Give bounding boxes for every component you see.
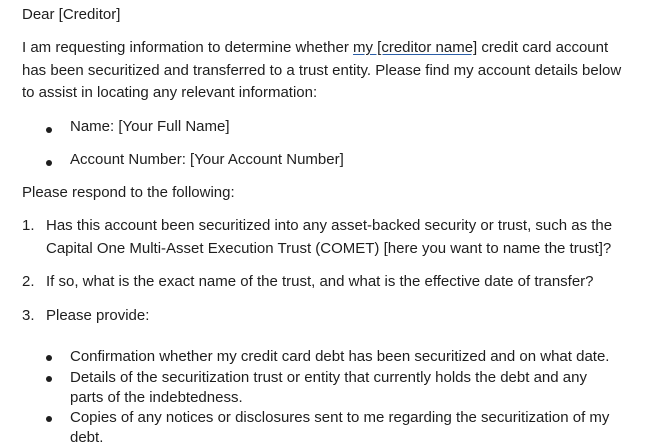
question-1-line-1: Has this account been securitized into any asset-backed security or trust, such as the [46,217,613,234]
intro-line-1 [22,37,608,59]
creditor-name-link[interactable]: my [creditor name] [353,39,478,56]
respond-heading: Please respond to the following: [22,184,235,201]
provide-item-1-line-1: Confirmation whether my credit card debt has been securitized and on what date. [70,348,610,365]
question-2-line-1: If so, what is the exact name of the trust, and what is the effective date of transfer? [46,273,594,290]
bullet-dot [46,376,52,382]
provide-item-3-line-2: debt. [70,429,104,446]
provide-item-3-line-1: Copies of any notices or disclosures sent to me regarding the securitization of my [70,409,610,426]
intro-text-after-link: credit card account [477,39,609,56]
question-number: 1. [22,217,35,234]
question-number: 2. [22,273,35,290]
detail-account-number: Account Number: [Your Account Number] [70,151,344,168]
detail-name: Name: [Your Full Name] [70,118,230,135]
question-3-line-1: Please provide: [46,307,150,324]
salutation: Dear [Creditor] [22,6,121,23]
question-number: 3. [22,307,35,324]
question-1-line-2: Capital One Multi-Asset Execution Trust (COMET) [here you want to name the trust]? [46,240,612,257]
bullet-dot [46,160,52,166]
intro-line-2: has been securitized and transferred to a trust entity. Please find my account details below [22,62,622,79]
intro-text-before-link: I am requesting information to determine whether [22,39,354,56]
bullet-dot [46,416,52,422]
provide-item-2-line-1: Details of the securitization trust or entity that currently holds the debt and any [70,369,587,386]
intro-line-3: to assist in locating any relevant information: [22,84,318,101]
bullet-dot [46,127,52,133]
bullet-dot [46,355,52,361]
provide-item-2-line-2: parts of the indebtedness. [70,389,243,406]
